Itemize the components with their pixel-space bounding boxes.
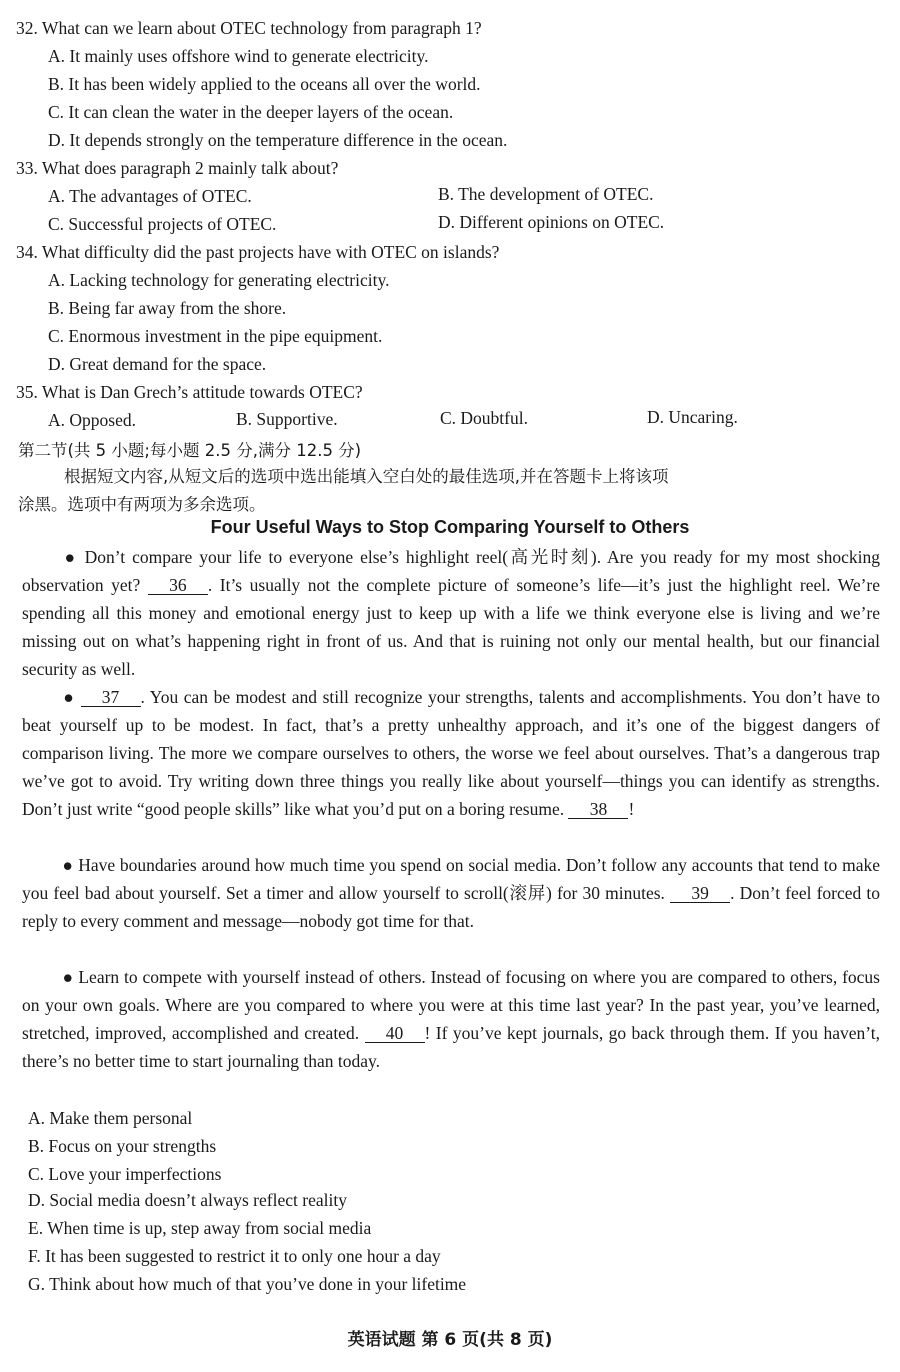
passage-paragraph-4 xyxy=(22,963,880,1075)
question-35-option-b: B. Supportive. xyxy=(236,409,338,429)
choice-c: C. Love your imperfections xyxy=(28,1164,222,1184)
question-34-option-a: A. Lacking technology for generating electricity. xyxy=(48,270,390,290)
question-32-option-c: C. It can clean the water in the deeper layers of the ocean. xyxy=(48,102,454,122)
question-34-option-d: D. Great demand for the space. xyxy=(48,354,267,374)
paragraph-3-text-end: . Don’t feel forced to reply to every comment and message—nobody got time for that. xyxy=(22,883,881,931)
blank-38: 38 xyxy=(568,800,628,819)
paragraph-1-text-start: ● Don’t compare your life to everyone else’s highlight reel(高光时刻). Are you ready for my most shocking observation yet? xyxy=(22,547,880,595)
page-footer: 英语试题 第 6 页(共 8 页) xyxy=(347,1330,553,1350)
question-34-stem: 34. What difficulty did the past projects have with OTEC on islands? xyxy=(16,242,500,262)
choice-d: D. Social media doesn’t always reflect reality xyxy=(28,1190,347,1210)
question-35-option-a: A. Opposed. xyxy=(48,410,136,430)
paragraph-3-text-start: ● Have boundaries around how much time you spend on social media. Don’t follow any accounts that tend to make you feel bad about yourself. Set a timer and allow yourself to scroll(滚屏) for 30 minutes. xyxy=(22,855,880,903)
question-34-option-b: B. Being far away from the shore. xyxy=(48,298,287,318)
question-33-stem: 33. What does paragraph 2 mainly talk about? xyxy=(16,158,339,178)
choice-e: E. When time is up, step away from social media xyxy=(28,1218,372,1238)
choice-f: F. It has been suggested to restrict it to only one hour a day xyxy=(28,1246,441,1266)
question-33-option-c: C. Successful projects of OTEC. xyxy=(48,214,277,234)
passage-title: Four Useful Ways to Stop Comparing Yourself to Others xyxy=(210,517,690,537)
question-32-option-a: A. It mainly uses offshore wind to generate electricity. xyxy=(48,46,429,66)
paragraph-1-text-end: . It’s usually not the complete picture of someone’s life—it’s just the highlight reel. We’re spending all this money and emotional energy just to keep up with a life we think everyone else is living and we’re missing out on what’s happening right in front of us. And that is ruining not only our mental health, but our financial security as well. xyxy=(22,575,881,679)
blank-39: 39 xyxy=(670,884,730,903)
section-instruction-line2: 涂黑。选项中有两项为多余选项。 xyxy=(18,495,266,514)
paragraph-4-text-end: ! If you’ve kept journals, go back through them. If you haven’t, there’s no better time to start journaling than today. xyxy=(22,1023,880,1071)
choice-a: A. Make them personal xyxy=(28,1108,193,1128)
passage-paragraph-3 xyxy=(22,851,880,935)
question-33-option-b: B. The development of OTEC. xyxy=(438,184,654,204)
question-35-option-c: C. Doubtful. xyxy=(440,408,528,428)
question-32-option-d: D. It depends strongly on the temperature difference in the ocean. xyxy=(48,130,508,150)
question-34-option-c: C. Enormous investment in the pipe equipment. xyxy=(48,326,383,346)
blank-40: 40 xyxy=(365,1024,425,1043)
passage-paragraph-1 xyxy=(22,543,880,683)
question-32-option-b: B. It has been widely applied to the oceans all over the world. xyxy=(48,74,481,94)
question-35-stem: 35. What is Dan Grech’s attitude towards OTEC? xyxy=(16,382,363,402)
paragraph-2-end: ! xyxy=(628,799,635,819)
choice-b: B. Focus on your strengths xyxy=(28,1136,217,1156)
section-instruction-line1: 根据短文内容,从短文后的选项中选出能填入空白处的最佳选项,并在答题卡上将该项 xyxy=(64,467,669,486)
choice-g: G. Think about how much of that you’ve done in your lifetime xyxy=(28,1274,467,1294)
question-32-stem: 32. What can we learn about OTEC technology from paragraph 1? xyxy=(16,18,482,38)
question-35-option-d: D. Uncaring. xyxy=(647,407,738,427)
paragraph-2-bullet: ● xyxy=(62,687,75,707)
paragraph-2-text: . You can be modest and still recognize your strengths, talents and accomplishments. You don’t have to beat yourself up to be modest. In fact, that’s a pretty unhealthy approach, and it’s one of the biggest dangers of comparison living. The more we compare ourselves to others, the worse we feel about ourselves. That’s a dangerous trap we’ve got to avoid. Try writing down three things you really like about yourself—things you can identify as strengths. Don’t just write “good people skills” like what you’d put on a boring resume. xyxy=(22,687,880,819)
section-heading: 第二节(共 5 小题;每小题 2.5 分,满分 12.5 分) xyxy=(18,441,362,460)
blank-36: 36 xyxy=(148,576,208,595)
passage-paragraph-2 xyxy=(22,683,880,823)
paragraph-4-text-start: ● Learn to compete with yourself instead of others. Instead of focusing on where you are compared to others, focus on your own goals. Where are you compared to where you were at this time last year? In the past year, you’ve learned, stretched, improved, accomplished and created. xyxy=(22,967,880,1043)
question-33-option-d: D. Different opinions on OTEC. xyxy=(438,212,665,232)
blank-37: 37 xyxy=(81,688,141,707)
question-33-option-a: A. The advantages of OTEC. xyxy=(48,186,252,206)
